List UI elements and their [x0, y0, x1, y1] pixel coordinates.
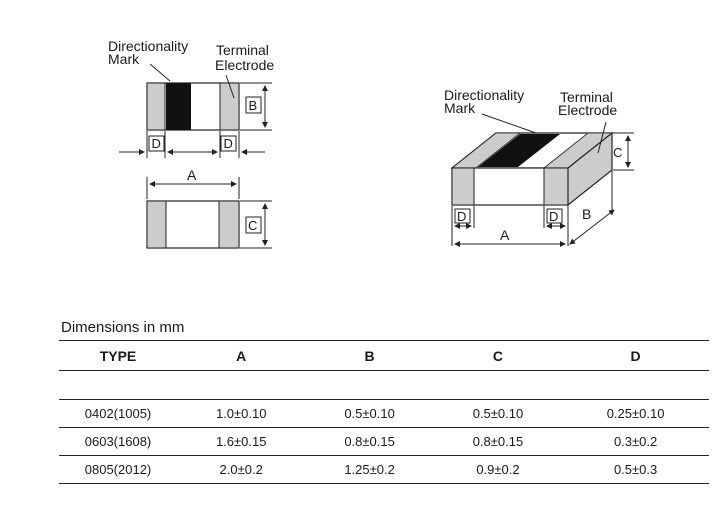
dim-d-label-right: D — [223, 136, 233, 151]
table-row — [59, 428, 709, 456]
table-row — [59, 456, 709, 484]
right-electrode-label-line1: Terminal — [560, 89, 613, 105]
cell-c: 0.8±0.15 — [434, 428, 562, 456]
table-row — [59, 400, 709, 428]
cell-type: 0402(1005) — [59, 400, 177, 428]
iso-dim-a-label: A — [500, 227, 510, 243]
header-c: C — [434, 341, 562, 371]
left-mark-label-line1: Directionality — [108, 38, 189, 54]
cell-type: 0805(2012) — [59, 456, 177, 484]
cell-c: 0.9±0.2 — [434, 456, 562, 484]
right-electrode-label-line2: Electrode — [558, 102, 618, 118]
left-mark-leader — [150, 64, 170, 81]
isometric-view — [452, 133, 612, 205]
top-view — [147, 83, 239, 130]
cell-type: 0603(1608) — [59, 428, 177, 456]
iso-dim-d-label-left: D — [457, 209, 467, 224]
dim-c-label-left: C — [248, 218, 258, 233]
cell-d: 0.25±0.10 — [562, 400, 709, 428]
left-mark-label-line2: Mark — [108, 51, 140, 67]
header-d: D — [562, 341, 709, 371]
iso-dim-b-label: B — [582, 206, 592, 222]
iso-dim-c-label: C — [613, 145, 623, 160]
right-mark-leader — [482, 114, 536, 133]
header-a: A — [177, 341, 305, 371]
header-b: B — [305, 341, 433, 371]
cell-a: 1.6±0.15 — [177, 428, 305, 456]
cell-b: 1.25±0.2 — [305, 456, 433, 484]
right-mark-label-line2: Mark — [444, 100, 476, 116]
cell-c: 0.5±0.10 — [434, 400, 562, 428]
left-electrode-label-line1: Terminal — [216, 42, 269, 58]
left-electrode-label-line2: Electrode — [215, 57, 275, 73]
right-mark-label-line1: Directionality — [444, 87, 525, 103]
cell-b: 0.5±0.10 — [305, 400, 433, 428]
dimensions-table — [59, 340, 709, 484]
dim-a-label-left: A — [187, 167, 197, 183]
dim-b-label: B — [248, 98, 258, 113]
table-caption: Dimensions in mm — [61, 319, 185, 336]
cell-b: 0.8±0.15 — [305, 428, 433, 456]
cell-a: 2.0±0.2 — [177, 456, 305, 484]
iso-dim-d-label-right: D — [549, 209, 559, 224]
table-spacer-row — [59, 371, 709, 400]
cell-a: 1.0±0.10 — [177, 400, 305, 428]
directionality-mark — [166, 83, 191, 130]
side-view — [147, 201, 239, 248]
dim-d-label-left: D — [151, 136, 161, 151]
cell-d: 0.5±0.3 — [562, 456, 709, 484]
cell-d: 0.3±0.2 — [562, 428, 709, 456]
table-header-row — [59, 341, 709, 371]
header-type: TYPE — [59, 341, 177, 371]
